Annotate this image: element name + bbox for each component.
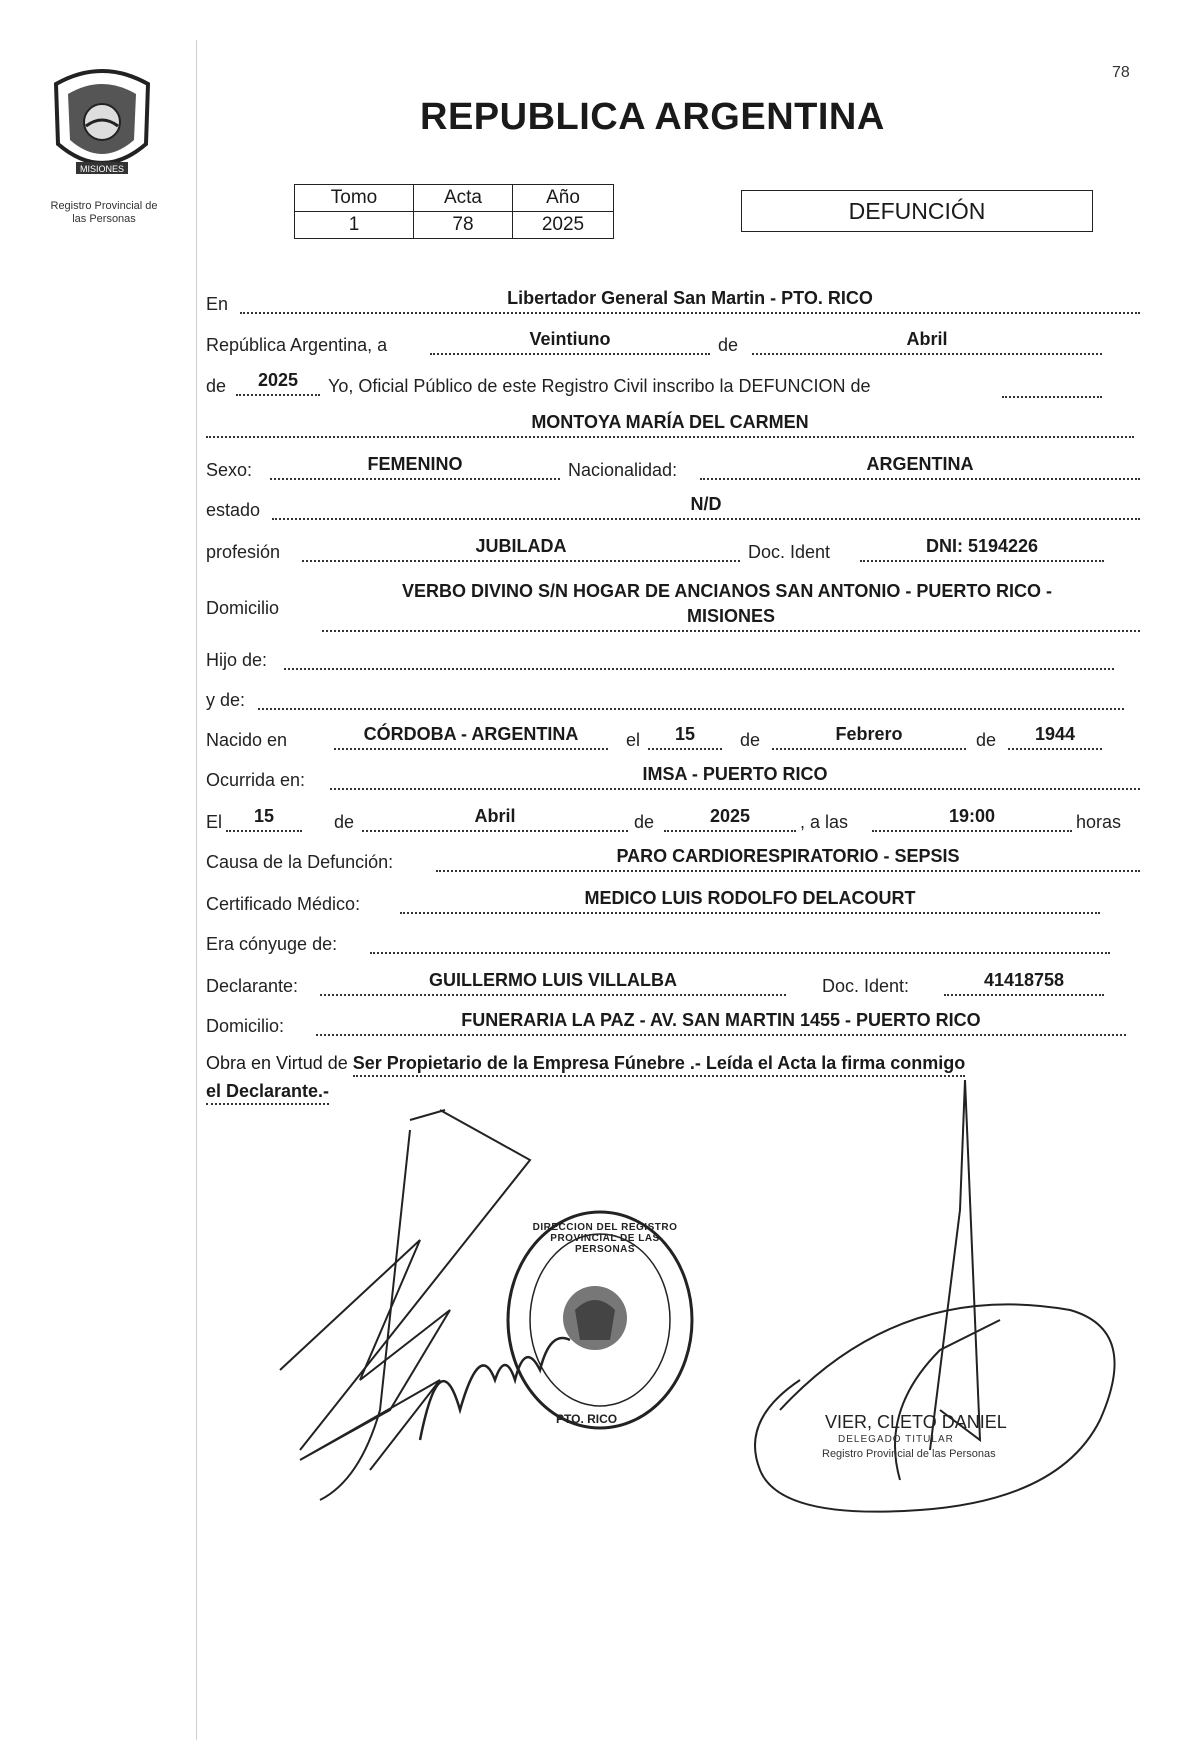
label-inscribo: Yo, Oficial Público de este Registro Civil inscribo la DEFUNCION de [328,376,871,396]
value-sexo: FEMENINO [270,452,560,480]
label-de-nacimiento-anio: de [976,730,997,750]
value-obra-line2: el Declarante.- [206,1081,329,1105]
label-y-de: y de: [206,690,246,710]
label-estado: estado [206,500,261,520]
label-de-nacimiento-mes: de [740,730,761,750]
label-domicilio: Domicilio [206,598,280,618]
label-causa: Causa de la Defunción: [206,852,394,872]
value-anio-nacimiento: 1944 [1008,722,1102,750]
value-declarante: GUILLERMO LUIS VILLALBA [320,968,786,996]
value-dia-letras: Veintiuno [430,327,710,355]
registry-caption-line2: las Personas [72,213,136,225]
value-mes-nacimiento: Febrero [772,722,966,750]
value-mes-defuncion: Abril [362,804,628,832]
handwritten-signatures [240,1080,1180,1560]
value-profesion: JUBILADA [302,534,740,562]
margin-rule [196,40,197,1740]
value-anio-defuncion: 2025 [664,804,796,832]
stamp-ring-text: DIRECCION DEL REGISTRO PROVINCIAL DE LAS PERSONAS [532,1222,678,1255]
obra-en-virtud-line1 [206,1050,965,1076]
label-conyuge: Era cónyuge de: [206,934,338,954]
label-en: En [206,294,229,314]
value-obra-line1: Ser Propietario de la Empresa Fúnebre .- Leída el Acta la firma conmigo [353,1053,966,1077]
reference-header-row [295,185,614,212]
label-profesion: profesión [206,542,281,562]
label-ocurrida-en: Ocurrida en: [206,770,306,790]
label-declarante: Declarante: [206,976,299,996]
label-el-cap: El [206,812,223,832]
value-y-de [258,682,1124,710]
emblem-text: MISIONES [79,164,125,174]
official-office: Registro Provincial de las Personas [822,1448,996,1460]
value-anio-acta: 2025 [236,368,320,396]
label-domicilio-declarante: Domicilio: [206,1016,285,1036]
label-nacido-en: Nacido en [206,730,288,750]
page-number: 78 [1112,64,1130,81]
value-estado: N/D [272,492,1140,520]
label-nacionalidad: Nacionalidad: [568,460,678,480]
label-de-defuncion-mes: de [334,812,355,832]
record-type-box: DEFUNCIÓN [741,190,1093,232]
value-certificado: MEDICO LUIS RODOLFO DELACOURT [400,886,1100,914]
value-dia-defuncion: 15 [226,804,302,832]
dots-inscribo [1002,372,1102,398]
official-name: VIER, CLETO DANIEL [825,1412,1007,1432]
label-de: de [718,335,739,355]
reference-table [294,184,614,239]
value-ocurrida-en: IMSA - PUERTO RICO [330,762,1140,790]
label-horas: horas [1076,812,1122,832]
label-obra-en-virtud: Obra en Virtud de [206,1053,348,1073]
label-doc-ident: Doc. Ident [748,542,831,562]
registry-caption-line1: Registro Provincial de [50,200,158,212]
label-republica-a: República Argentina, a [206,335,388,355]
provincial-emblem-icon [46,64,158,182]
value-doc: DNI: 5194226 [860,534,1104,562]
registry-caption [24,200,184,226]
acta-value: 78 [414,212,513,239]
value-dia-nacimiento: 15 [648,722,722,750]
value-conyuge [370,926,1110,954]
value-nacionalidad: ARGENTINA [700,452,1140,480]
stamp-city-text: PTO. RICO [556,1412,618,1426]
value-hijo-de [284,642,1114,670]
tomo-value: 1 [295,212,414,239]
label-sexo: Sexo: [206,460,253,480]
anio-value: 2025 [513,212,614,239]
label-doc-ident-declarante: Doc. Ident: [822,976,910,996]
value-domicilio-line2: MISIONES [322,604,1140,632]
anio-header: Año [513,185,614,212]
value-mes-acta: Abril [752,327,1102,355]
reference-value-row [295,212,614,239]
value-lugar-nacimiento: CÓRDOBA - ARGENTINA [334,722,608,750]
official-role: DELEGADO TITULAR [838,1434,954,1445]
label-de-defuncion-anio: de [634,812,655,832]
document-title: REPUBLICA ARGENTINA [420,96,885,138]
acta-header: Acta [414,185,513,212]
label-a-las: , a las [800,812,849,832]
value-hora: 19:00 [872,804,1072,832]
value-domicilio-line1: VERBO DIVINO S/N HOGAR DE ANCIANOS SAN ANTONIO - PUERTO RICO - [401,581,1053,601]
label-certificado: Certificado Médico: [206,894,361,914]
value-doc-declarante: 41418758 [944,968,1104,996]
label-hijo-de: Hijo de: [206,650,268,670]
value-domicilio-declarante: FUNERARIA LA PAZ - AV. SAN MARTIN 1455 - PUERTO RICO [316,1008,1126,1036]
label-de-prefix: de [206,376,227,396]
value-causa: PARO CARDIORESPIRATORIO - SEPSIS [436,844,1140,872]
tomo-header: Tomo [295,185,414,212]
value-nombre: MONTOYA MARÍA DEL CARMEN [206,410,1134,438]
value-lugar: Libertador General San Martin - PTO. RICO [240,286,1140,314]
label-el: el [626,730,641,750]
